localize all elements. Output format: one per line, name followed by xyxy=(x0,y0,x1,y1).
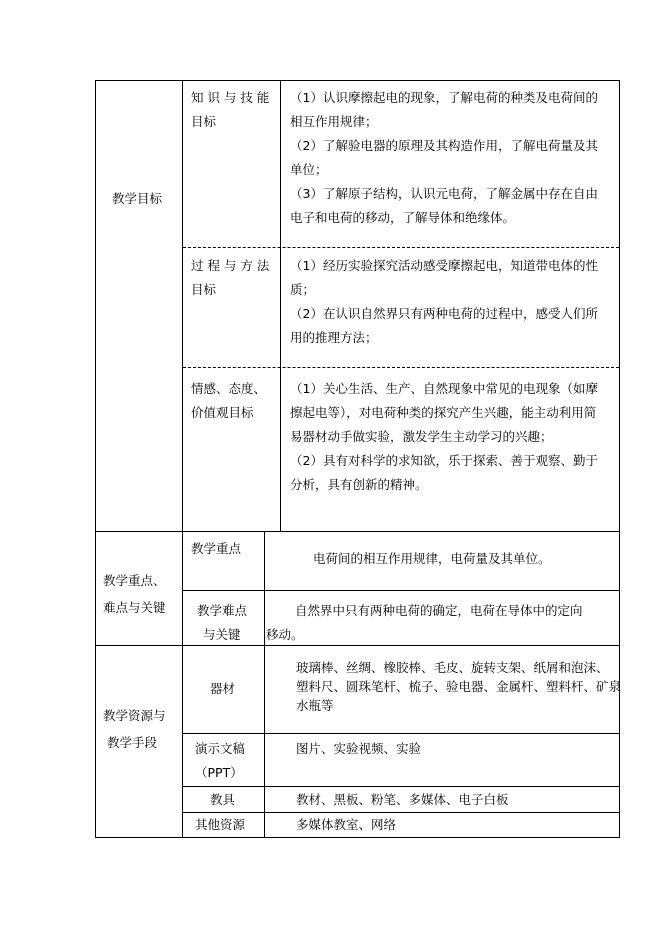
process-label-line2: 目标 xyxy=(191,282,217,297)
attitude-label xyxy=(191,377,266,425)
equipment-line: 玻璃棒、丝绸、橡胶棒、毛皮、旋转支架、纸屑和泡沫、 xyxy=(296,660,609,675)
tools-text: 教材、黑板、粉笔、多媒体、电子白板 xyxy=(296,792,509,807)
other-label: 其他资源 xyxy=(195,817,246,832)
process-label-line1: 过 程 与 方 法 xyxy=(191,258,270,273)
attitude-line: 分析，具有创新的精神。 xyxy=(290,477,428,492)
knowledge-line: 单位； xyxy=(290,162,328,177)
ppt-label xyxy=(195,737,245,785)
row-divider-equipment xyxy=(183,733,619,734)
process-label xyxy=(191,254,269,302)
attitude-line: （1）关心生活、生产、自然现象中常见的电现象（如摩 xyxy=(290,381,598,396)
ppt-label-line1: 演示文稿 xyxy=(195,741,246,756)
row-divider-ppt xyxy=(183,786,619,787)
knowledge-line: （3）了解原子结构，认识元电荷，了解金属中存在自由 xyxy=(290,186,598,201)
process-text xyxy=(290,254,598,350)
knowledge-text xyxy=(290,86,598,230)
difficulty-label-line2: 与关键 xyxy=(203,627,241,642)
attitude-line: 易器材动手做实验，激发学生主动学习的兴趣； xyxy=(290,429,553,444)
resources-label-line2: 教学手段 xyxy=(107,735,158,750)
attitude-line: （2）具有对科学的求知欲，乐于探索、善于观察、勤于 xyxy=(290,453,598,468)
knowledge-label xyxy=(191,86,269,134)
dashed-divider-1 xyxy=(183,247,619,248)
table-border-bottom xyxy=(95,837,620,838)
process-line: 质； xyxy=(290,282,316,297)
knowledge-line: 相互作用规律； xyxy=(290,114,378,129)
table-border-top xyxy=(95,80,620,81)
table-border-left xyxy=(95,80,96,838)
keypoints-label-line1: 教学重点、 xyxy=(103,573,166,588)
row-divider-focus xyxy=(183,590,619,591)
section-divider-1 xyxy=(95,531,620,532)
row-divider-tools xyxy=(183,812,619,813)
knowledge-line: 电子和电荷的移动，了解导体和绝缘体。 xyxy=(290,210,516,225)
dashed-divider-2 xyxy=(183,367,619,368)
knowledge-label-line2: 目标 xyxy=(191,114,217,129)
attitude-line: 擦起电等），对电荷种类的探究产生兴趣，能主动利用简 xyxy=(290,405,597,420)
attitude-text xyxy=(290,377,598,497)
knowledge-line: （1）认识摩擦起电的现象，了解电荷的种类及电荷间的 xyxy=(290,90,598,105)
other-text: 多媒体教室、网络 xyxy=(296,817,397,832)
attitude-label-line2: 价值观目标 xyxy=(191,405,254,420)
difficulty-text xyxy=(266,599,583,647)
table-border-right xyxy=(619,80,620,838)
equipment-line: 塑料尺、圆珠笔杆、梳子、验电器、金属杆、塑料杆、矿泉 xyxy=(296,679,622,694)
difficulty-label-line1: 教学难点 xyxy=(197,603,248,618)
column-divider-2a xyxy=(280,80,281,532)
keypoints-label-line2: 难点与关键 xyxy=(103,600,166,615)
section-label-resources xyxy=(103,702,166,756)
process-line: 用的推理方法； xyxy=(290,330,378,345)
difficulty-text-line2: 移动。 xyxy=(266,627,304,642)
knowledge-line: （2）了解验电器的原理及其构造作用，了解电荷量及其 xyxy=(290,138,598,153)
difficulty-label xyxy=(197,599,247,647)
focus-text: 电荷间的相互作用规律，电荷量及其单位。 xyxy=(313,551,551,566)
equipment-line: 水瓶等 xyxy=(296,698,334,713)
difficulty-text-line1: 自然界中只有两种电荷的确定，电荷在导体中的定向 xyxy=(295,603,583,618)
attitude-label-line1: 情感、态度、 xyxy=(191,381,267,396)
tools-label: 教具 xyxy=(210,792,236,807)
knowledge-label-line1: 知 识 与 技 能 xyxy=(191,90,270,105)
equipment-label: 器材 xyxy=(210,681,236,696)
process-line: （1）经历实验探究活动感受摩擦起电，知道带电体的性 xyxy=(290,258,598,273)
column-divider-1 xyxy=(182,80,183,838)
process-line: （2）在认识自然界只有两种电荷的过程中，感受人们所 xyxy=(290,306,598,321)
focus-label: 教学重点 xyxy=(191,541,242,556)
ppt-label-line2: （PPT） xyxy=(195,765,243,780)
resources-label-line1: 教学资源与 xyxy=(103,708,166,723)
section-label-keypoints xyxy=(103,567,166,621)
equipment-text xyxy=(296,658,621,715)
section-label-goals: 教学目标 xyxy=(112,191,163,206)
column-divider-2b xyxy=(264,531,265,838)
ppt-text: 图片、实验视频、实验 xyxy=(296,741,422,756)
